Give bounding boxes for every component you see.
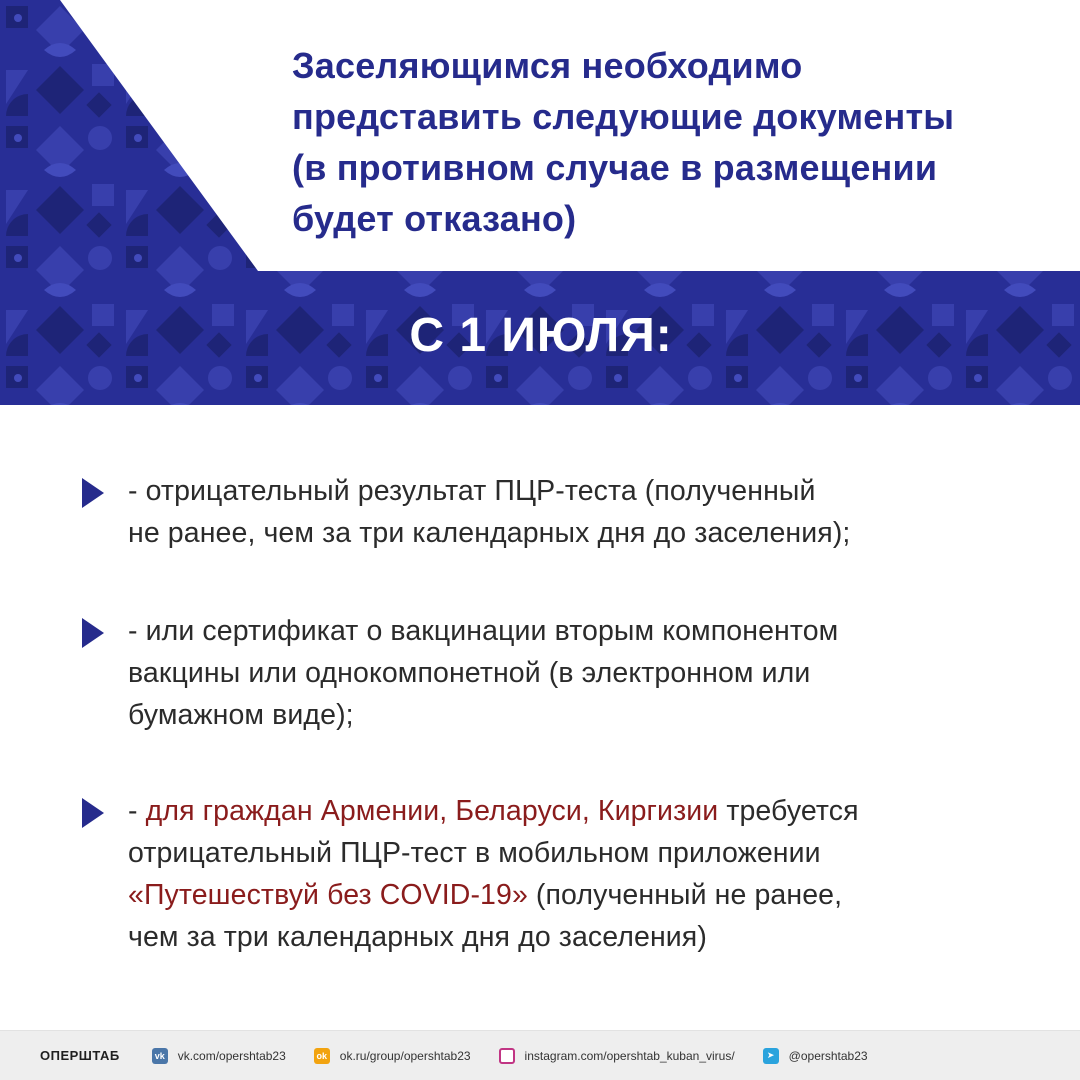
footer-link-text: vk.com/opershtab23 (177, 1048, 286, 1063)
text-fragment: (полученный не ранее, (527, 879, 843, 911)
triangle-bullet-icon (80, 476, 106, 510)
text-fragment: требуется (718, 795, 859, 827)
requirement-line (128, 916, 1028, 958)
requirement-line (128, 512, 1028, 554)
footer (0, 1030, 1080, 1080)
footer-brand: ОПЕРШТАБ (40, 1048, 120, 1063)
footer-link-text: instagram.com/opershtab_kuban_virus/ (524, 1048, 735, 1063)
footer-link-text: @opershtab23 (788, 1048, 868, 1063)
footer-link-text: ok.ru/group/opershtab23 (339, 1048, 471, 1063)
text-fragment: чем за три календарных дня до заселения) (128, 921, 707, 953)
text-fragment: - отрицательный результат ПЦР-теста (полученный (128, 475, 816, 507)
text-fragment: - (128, 795, 146, 827)
highlighted-text: для граждан Армении, Беларуси, Киргизии (145, 795, 719, 827)
headline-line: Заселяющимся необходимо (292, 45, 803, 86)
text-fragment: вакцины или однокомпонетной (в электронном или (128, 657, 811, 689)
date-heading: С 1 ИЮЛЯ: (409, 309, 673, 362)
requirement-line (128, 652, 1028, 694)
requirement-line (128, 874, 1028, 916)
headline-line: будет отказано) (292, 198, 577, 239)
headline-line: (в противном случае в размещении (292, 147, 938, 188)
headline (292, 40, 1062, 244)
requirement-text (128, 470, 1028, 554)
headline-line: представить следующие документы (292, 96, 955, 137)
footer-link-vk[interactable] (152, 1048, 286, 1064)
footer-link-instagram[interactable] (499, 1048, 735, 1064)
requirement-line (128, 694, 1028, 736)
requirement-line (128, 610, 1028, 652)
triangle-bullet-icon (80, 616, 106, 650)
requirement-line (128, 790, 1028, 832)
requirement-line (128, 832, 1028, 874)
vk-icon: vk (152, 1048, 168, 1064)
telegram-icon: ➤ (763, 1048, 779, 1064)
text-fragment: бумажном виде); (128, 699, 354, 731)
highlighted-text: «Путешествуй без COVID-19» (128, 879, 528, 911)
footer-link-telegram[interactable] (763, 1048, 868, 1064)
text-fragment: отрицательный ПЦР-тест в мобильном приложении (128, 837, 821, 869)
text-fragment: не ранее, чем за три календарных дня до заселения); (128, 517, 851, 549)
triangle-bullet-icon (80, 796, 106, 830)
instagram-icon (499, 1048, 515, 1064)
header-banner (0, 0, 1080, 405)
text-fragment: - или сертификат о вакцинации вторым компонентом (128, 615, 839, 647)
footer-link-ok[interactable] (314, 1048, 471, 1064)
requirement-text (128, 790, 1028, 958)
requirement-text (128, 610, 1028, 736)
ok-icon: ok (314, 1048, 330, 1064)
requirement-line (128, 470, 1028, 512)
